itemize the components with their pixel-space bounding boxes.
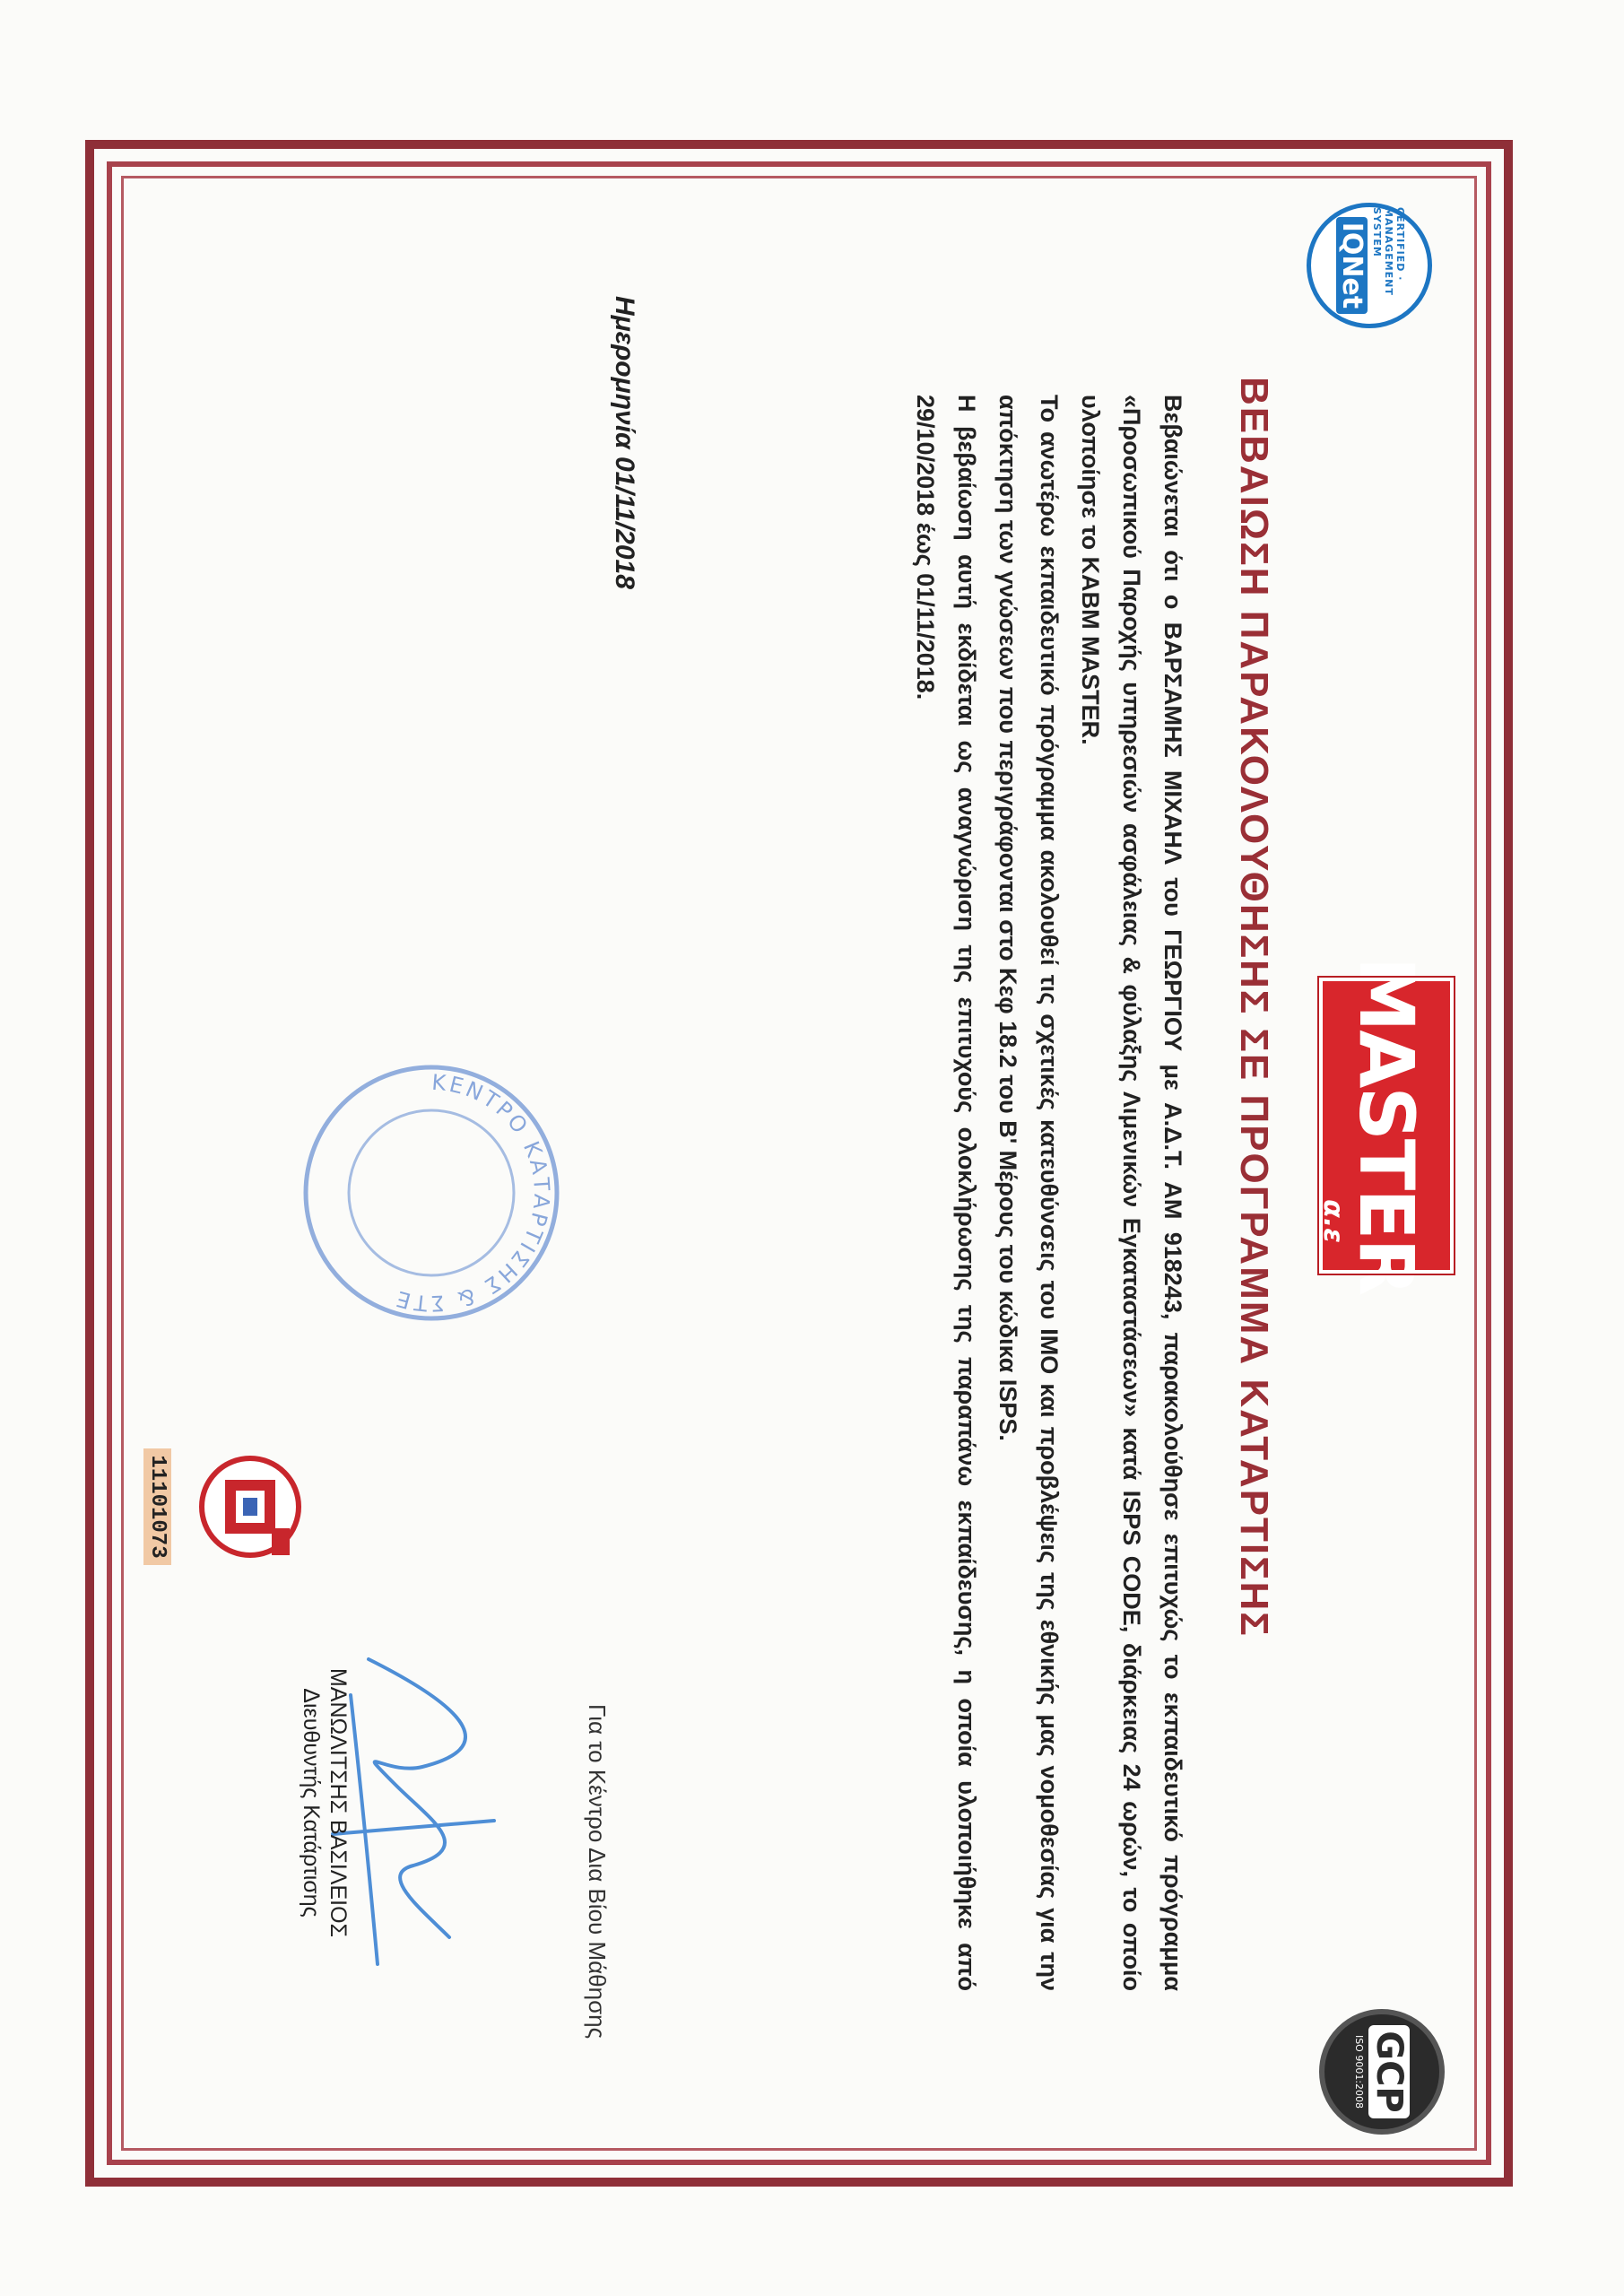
body-paragraph-2: Το ανωτέρω εκπαιδευτικό πρόγραμμα ακολουθεί τις σχετικές κατευθύνσεις του ΙΜΟ και προβλέψεις της εθνικής μας νομοθεσίας για την απόκτηση των γνώσεων που περιγράφονται στο Κεφ 18.2 του Β' Μέρους του κώδικα ISPS.	[994, 395, 1063, 1991]
certificate-body	[905, 395, 1194, 1991]
issue-date: Ημερομηνία 01/11/2018	[610, 296, 639, 589]
ekepis-certification-logo	[171, 1453, 306, 1561]
signatory-role: Διευθυντής Κατάρτισης	[299, 1688, 324, 1918]
master-logo-word: MASTER	[1342, 956, 1430, 1295]
training-center-stamp	[297, 1058, 566, 1327]
body-paragraph-3: Η βεβαίωση αυτή εκδίδεται ως αναγνώριση της επιτυχούς ολοκλήρωσης της παραπάνω εκπαίδευσης, η οποία υλοποιήθηκε από 29/10/2018 έως 01/11/2018.	[912, 395, 980, 1991]
svg-text:ΚΕΝΤΡΟ ΚΑΤΑΡΤΙΣΗΣ & ΣΤΕ	[391, 1070, 554, 1317]
ekepis-registration-number: 11101073	[143, 1448, 171, 1565]
stamp-text: ΚΕΝΤΡΟ ΚΑΤΑΡΤΙΣΗΣ & ΣΤΕ	[391, 1069, 555, 1317]
iqnet-mark: IQNet	[1336, 217, 1368, 314]
iqnet-certified-logo	[1307, 203, 1432, 328]
iqnet-ring-text: CERTIFIED · MANAGEMENT SYSTEM	[1371, 207, 1406, 296]
master-logo	[1317, 956, 1454, 1295]
gcp-ring-text: ISO 9001:2008	[1353, 2034, 1366, 2109]
gcp-quality-logo	[1319, 2009, 1445, 2135]
signatory-organization: Για το Κέντρο Δια Βίου Μάθησης	[584, 1704, 611, 2039]
gcp-mark: GCP	[1369, 2025, 1411, 2118]
body-paragraph-1: Βεβαιώνεται ότι ο ΒΑΡΣΑΜΗΣ ΜΙΧΑΗΛ του ΓΕΩΡΓΙΟΥ με Α.Δ.Τ. ΑΜ 918243, παρακολούθησε επιτυχώς το εκπαιδευτικό πρόγραμμα «Προσωπικού Παροχής υπηρεσιών ασφάλειας & φύλαξης Λιμενικών Εγκαταστάσεων» κατά ISPS CODE, διάρκειας 24 ωρών, το οποίο υλοποίησε το ΚΑΒΜ MASTER.	[1077, 395, 1186, 1991]
certificate-title: ΒΕΒΑΙΩΣΗ ΠΑΡΑΚΟΛΟΥΘΗΣΗΣ ΣΕ ΠΡΟΓΡΑΜΜΑ ΚΑΤΑΡΤΙΣΗΣ	[1232, 377, 1276, 1638]
master-logo-sub: α.ε	[1317, 1199, 1349, 1243]
signatory-name: ΜΑΝΩΛΙΤΣΗΣ ΒΑΣΙΛΕΙΟΣ	[326, 1667, 351, 1938]
